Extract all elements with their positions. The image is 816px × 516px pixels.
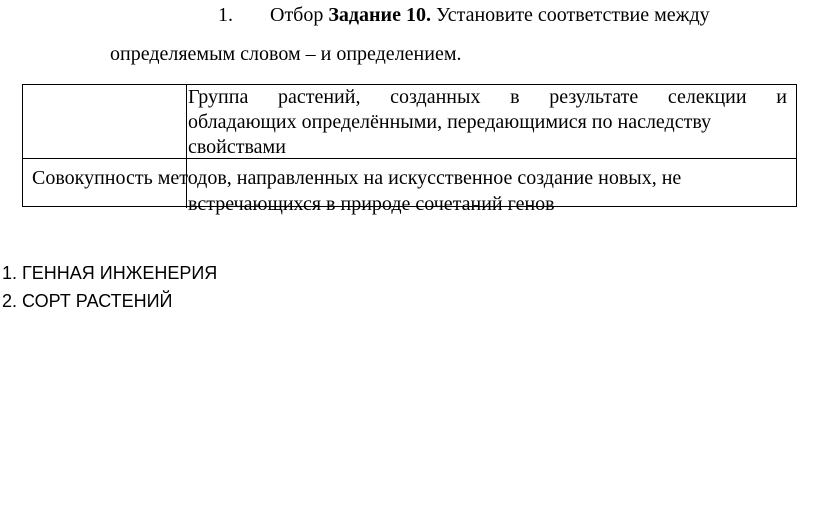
question-prefix: Отбор [270,4,329,26]
definition-1-word: растений, [277,86,361,108]
answer-option-2: 2. СОРТ РАСТЕНИЙ [2,291,173,311]
task-title: Задание 10. [328,4,431,26]
definition-1-word: Группа [188,86,249,108]
definition-1-line2: обладающих определёнными, передающимися по наследству [188,111,712,133]
definition-1-word: и [776,86,787,108]
question-text-line2: определяемым словом – и определением. [110,43,462,65]
answer-option-1: 1. ГЕННАЯ ИНЖЕНЕРИЯ [2,263,218,283]
definition-1-word: в [510,86,520,108]
table-column-divider [186,85,187,158]
question-heading [270,3,710,27]
definition-1-line1 [188,85,787,109]
definition-2-line1: Совокупность методов, направленных на искусственное создание новых, не [32,167,682,189]
definition-2-line2: встречающихся в природе сочетаний генов [188,193,555,215]
table-row-divider [23,158,796,159]
question-text: Установите соответствие между [430,4,710,26]
definition-1-word: селекции [667,86,747,108]
definition-1-line3: свойствами [188,136,286,158]
question-number: 1. [218,4,233,26]
definition-1-word: результате [549,86,639,108]
definition-1-word: созданных [390,86,481,108]
